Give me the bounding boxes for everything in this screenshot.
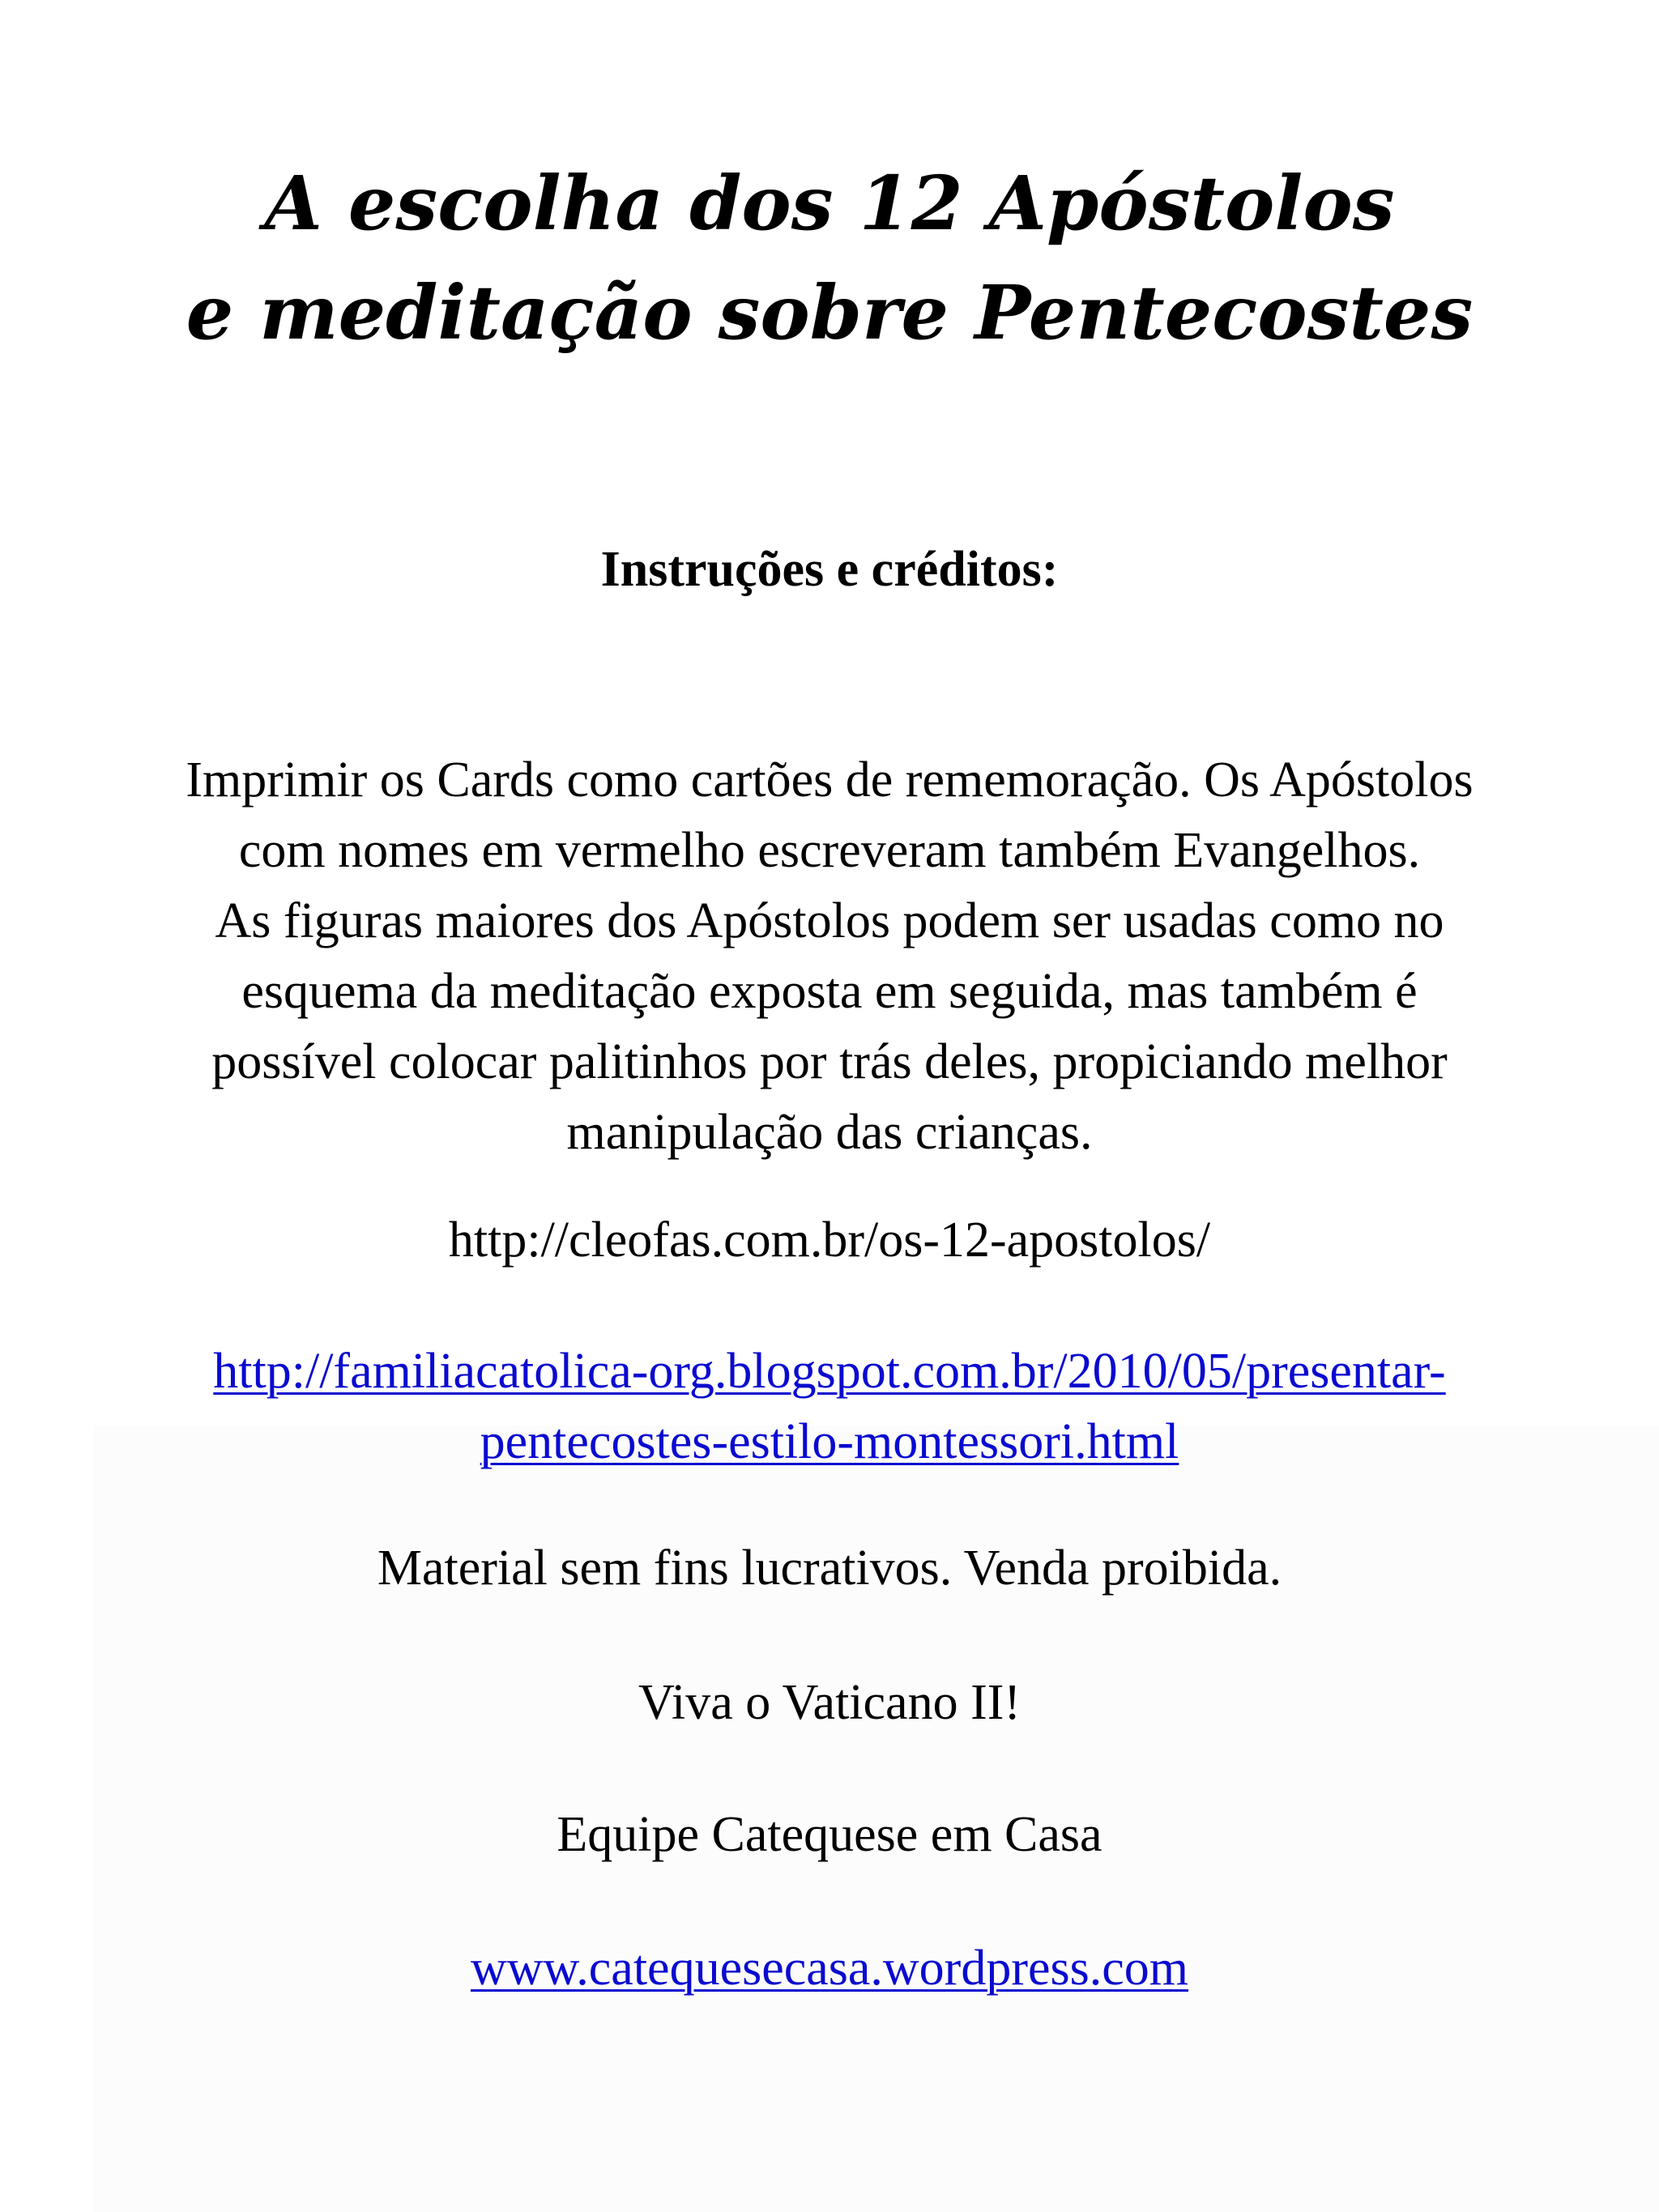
instructions-line: manipulação das crianças.	[566, 1105, 1093, 1160]
team-text: Equipe Catequese em Casa	[557, 1807, 1102, 1862]
notice-text: Material sem fins lucrativos. Venda proibida.	[377, 1541, 1282, 1596]
instructions-line: Imprimir os Cards como cartões de rememoração. Os Apóstolos	[186, 752, 1473, 808]
familia-link-block	[0, 1336, 1659, 1477]
slogan-text: Viva o Vaticano II!	[638, 1675, 1021, 1730]
familia-link-line-2[interactable]: pentecostes-estilo-montessori.html	[480, 1414, 1179, 1469]
website-link[interactable]: www.catequesecasa.wordpress.com	[470, 1941, 1188, 1996]
website-link-block	[0, 1933, 1659, 2004]
instructions-line: esquema da meditação exposta em seguida, mas também é	[241, 964, 1418, 1019]
instructions-line: com nomes em vermelho escreveram também Evangelhos.	[238, 823, 1421, 878]
title-line-1: A escolha dos 12 Apóstolos	[264, 160, 1395, 247]
instructions-paragraph	[0, 745, 1659, 1168]
cleofas-url-text: http://cleofas.com.br/os-12-apostolos/	[448, 1213, 1211, 1268]
section-heading: Instruções e créditos:	[600, 542, 1059, 597]
title-line-2: e meditação sobre Pentecostes	[186, 269, 1473, 356]
familia-link-line-1[interactable]: http://familiacatolica-org.blogspot.com.br/2010/05/presentar-	[213, 1344, 1446, 1399]
instructions-line: As figuras maiores dos Apóstolos podem ser usadas como no	[215, 893, 1444, 948]
instructions-line: possível colocar palitinhos por trás deles, propiciando melhor	[211, 1034, 1448, 1089]
